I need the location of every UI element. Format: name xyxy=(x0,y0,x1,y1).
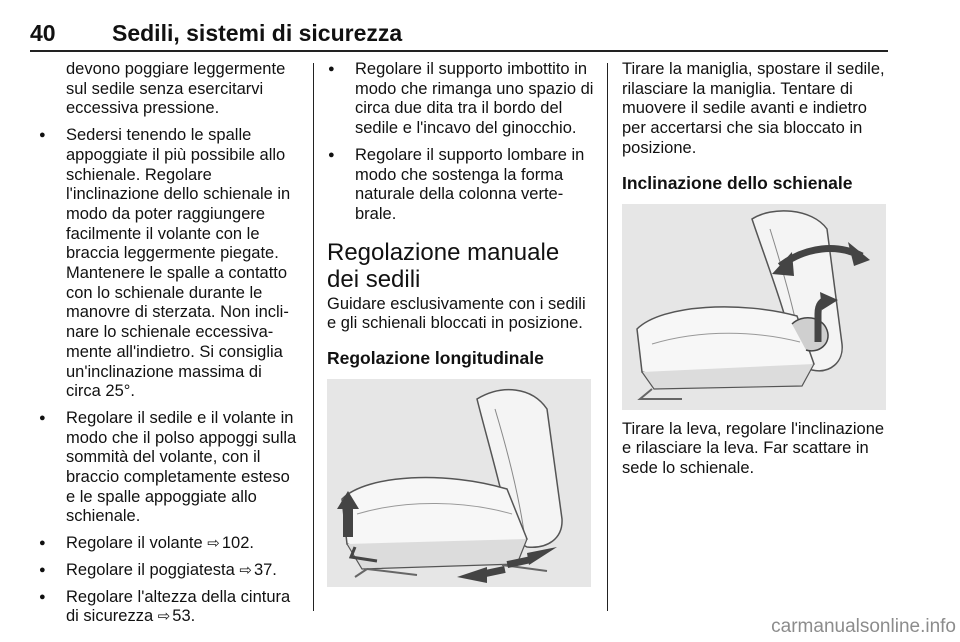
list-item xyxy=(327,60,595,139)
seat-longitudinal-illustration xyxy=(327,379,591,587)
continuation-text: devono poggiare leggermente sul sedile senza esercitarvi eccessiva pressione. xyxy=(66,60,286,118)
seat-recline-illustration xyxy=(622,204,886,410)
list-item-text: Regolare il supporto imbottito in modo che rimanga uno spazio di circa due dita tra il bordo del sedile e l'incavo del ginocchio. xyxy=(355,60,594,138)
list-item xyxy=(38,126,300,402)
column-2 xyxy=(327,60,595,597)
page-header xyxy=(30,12,888,50)
page-reference-link[interactable]: 102. xyxy=(221,534,254,553)
seat-longitudinal-drawing xyxy=(327,379,591,587)
longitudinal-text: Tirare la maniglia, spostare il sedile, rilasciare la maniglia. Tentare di muovere il sedile avanti e indietro per accertarsi che sia bloccato in posizione. xyxy=(622,60,885,157)
seat-recline-drawing xyxy=(622,204,886,410)
subsection-title-longitudinal: Regolazione longitudinale xyxy=(327,348,544,369)
page-number: 40 xyxy=(30,20,56,46)
list-item-text: Regolare il supporto lombare in modo che sostenga la forma naturale della colonna vertebrale. xyxy=(355,145,585,223)
bullet-list-2 xyxy=(327,60,595,225)
list-item-text: Regolare il volante xyxy=(66,534,203,553)
recline-text: Tirare la leva, regolare l'inclinazione e rilasciare la leva. Far scattare in sede lo schienale. xyxy=(622,419,885,477)
list-item-text: Sedersi tenendo le spalle appoggiate il più possibile allo schienale. Regolare l'inclinazione dello schienale in modo da poter raggiungere facilmente il volante con le braccia leggermente piegate. Mantenere le spalle a contatto con lo schienale durante le manovre di sterzata. Non inclinare lo schienale eccessivamente all'indietro. Si consiglia un'inclinazione massima di circa 25°. xyxy=(66,126,291,401)
column-1 xyxy=(38,60,300,634)
page-reference-arrow-icon: ⇨ xyxy=(157,608,171,626)
header-rule xyxy=(30,50,888,52)
column-divider-2 xyxy=(607,63,608,611)
page-reference-link[interactable]: 37. xyxy=(253,560,277,579)
watermark: carmanualsonline.info xyxy=(771,616,956,637)
page-reference-link[interactable]: 53. xyxy=(172,607,196,626)
list-item xyxy=(38,534,300,554)
header-title: Sedili, sistemi di sicurezza xyxy=(112,20,403,46)
section-title: Regolazione manuale dei sedili xyxy=(327,238,560,293)
subsection-title-recline: Inclinazione dello schienale xyxy=(622,172,853,193)
column-3 xyxy=(622,60,888,486)
list-item-text: Regolare il poggiatesta xyxy=(66,560,235,579)
section-intro: Guidare esclusivamente con i sedili e gli schienali bloccati in posizione. xyxy=(327,294,586,333)
page-reference-arrow-icon: ⇨ xyxy=(207,535,220,553)
list-item-text: Regolare il sedile e il volante in modo che il polso appoggi sulla sommità del volante, con il braccio completamente esteso e le spalle appoggiate allo schienale. xyxy=(66,408,297,526)
list-item xyxy=(38,561,300,581)
list-item xyxy=(327,146,595,225)
page-reference-arrow-icon: ⇨ xyxy=(239,561,252,579)
column-divider-1 xyxy=(313,63,314,611)
list-item xyxy=(38,409,300,527)
list-item-text: Regolare l'altezza della cintura di sicurezza xyxy=(66,587,291,626)
bullet-list-1 xyxy=(38,126,300,627)
list-item xyxy=(38,588,300,627)
